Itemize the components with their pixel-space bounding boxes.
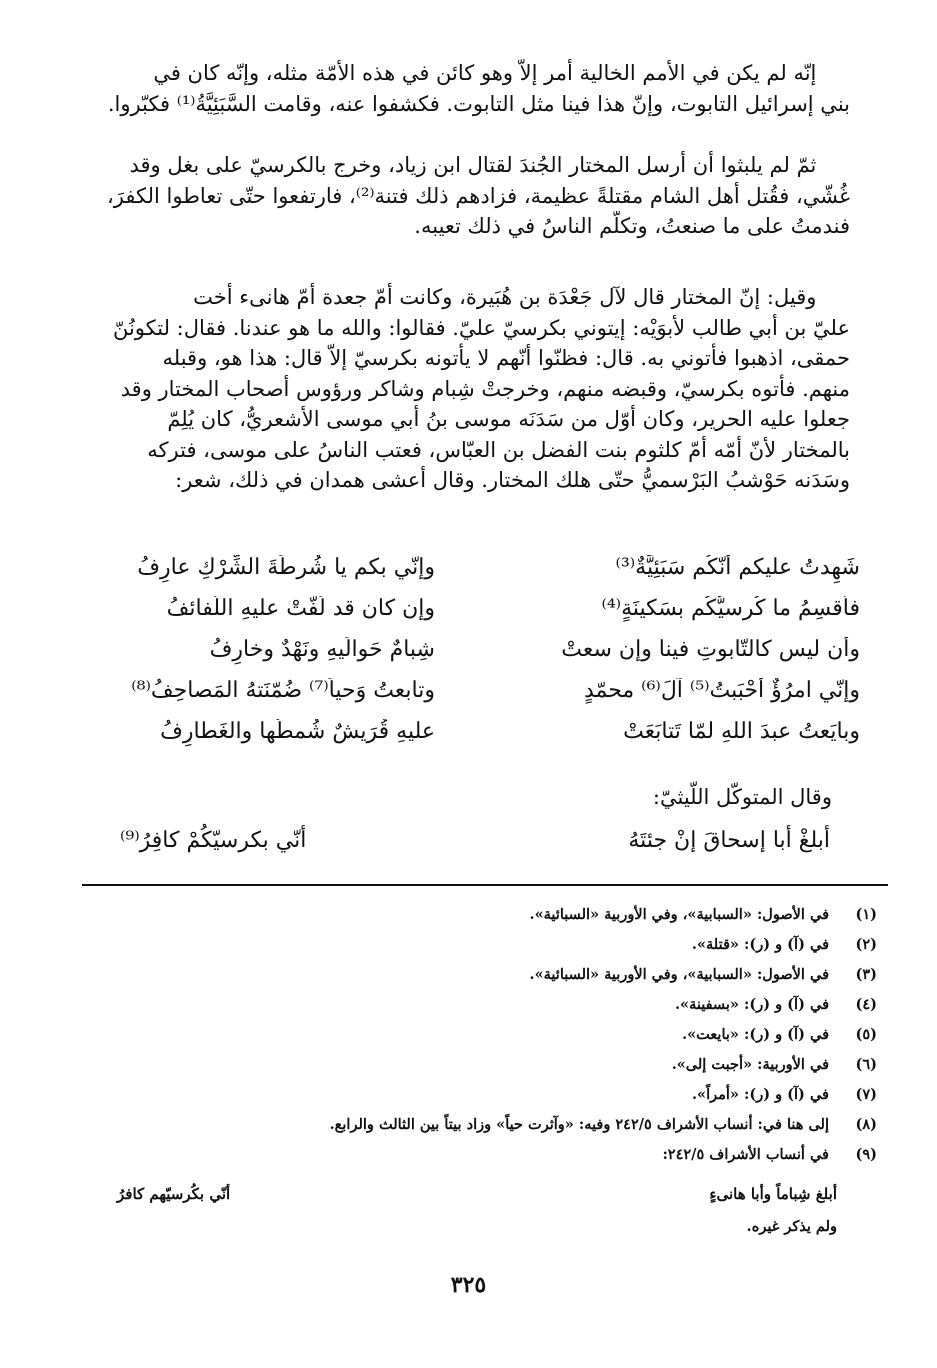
- line: عليّ بن أبي طالب لأبوَيْه: إيتوني بكرسيّ عليّ. فقالوا: والله ما هو عندنا. فقال: لتكونُنّ: [112, 315, 850, 340]
- footnote-text: في الأوربية: «أجبت إلى».: [671, 1056, 829, 1073]
- line: جعلوا عليه الحرير، وكان أوّل من سَدَنَه موسى بنُ أبي موسى الأشعريُّ، كان يُلِمّ: [167, 407, 850, 431]
- second-hemistich: وإن كان قد لُفّتْ عليهِ اللّفائفُ: [166, 596, 435, 621]
- first-hemistich: وأن ليس كالتّابوتِ فينا وإن سعتْ: [561, 637, 860, 662]
- footnote-number: (٣): [855, 966, 877, 983]
- footnote-tail: ولم يذكر غيره.: [746, 1218, 837, 1235]
- footnote-number: (١): [855, 906, 877, 923]
- second-hemistich: وتابعتُ وَحياً⁽⁷⁾ ضُمّنَتهُ المَصاحِفُ⁽⁸⁾: [131, 678, 435, 703]
- second-hemistich: أنّي بكُرسيّهم كافرُ: [117, 1185, 231, 1203]
- footnote: [87, 990, 877, 1020]
- footnote: [87, 930, 877, 960]
- footnote: [87, 1050, 877, 1080]
- footnote-text: في أنساب الأشراف ٢٤٢/٥:: [662, 1146, 829, 1163]
- line: بني إسرائيل التابوت، وإنّ هذا فينا مثل التابوت. فكشفوا عنه، وقامت السَّبَئِيَّةُ⁽¹⁾ فكبّروا.: [107, 91, 850, 116]
- first-hemistich: وبايَعتُ عبدَ اللهِ لمّا تَتابَعَتْ: [623, 719, 860, 744]
- paragraph-1: [82, 58, 850, 119]
- paragraph-3: [82, 282, 850, 496]
- footnote-number: (٨): [855, 1116, 877, 1133]
- first-hemistich: وإنّي امرُؤٌ أحْبَبتُ⁽⁵⁾ آلَ⁽⁶⁾ محمّدٍ: [583, 678, 860, 703]
- footnote-number: (٩): [855, 1146, 877, 1163]
- line: ثمّ لم يلبثوا أن أرسل المختار الجُندَ لقتال ابن زياد، وخرج بالكرسيّ على بغل وقد: [129, 153, 817, 177]
- line: وسَدَنه حَوْشبُ البَرْسميُّ حتّى هلك المختار. وقال أعشى همدان في ذلك، شعر:: [175, 468, 850, 492]
- poem-verse: [80, 719, 860, 760]
- footnote: [87, 1140, 877, 1170]
- footnote-verse: [117, 1185, 837, 1203]
- footnote-text: في (آ) و (ر): «قتلة».: [691, 936, 829, 953]
- footnote-number: (٧): [855, 1086, 877, 1103]
- second-hemistich: أنّي بكرسيّكُمْ كافِرُ⁽⁹⁾: [120, 828, 307, 853]
- footnote: [87, 1080, 877, 1110]
- footnote-number: (٤): [855, 996, 877, 1013]
- second-hemistich: شِبامٌ حَوالَيهِ ونَهْدٌ وخارِفُ: [209, 637, 435, 662]
- poem: [80, 555, 860, 760]
- first-hemistich: شَهِدتُ عليكم أنّكُم سَبَئِيَّةٌ⁽³⁾: [615, 555, 860, 580]
- page-number: ٣٢٥: [450, 1272, 487, 1298]
- footnote-text: في (آ) و (ر): «أمراً».: [691, 1086, 829, 1103]
- footnote: [87, 960, 877, 990]
- poem-verse: [80, 596, 860, 637]
- poem-verse: [80, 637, 860, 678]
- footnote-text: إلى هنا في: أنساب الأشراف ٢٤٢/٥ وفيه: «وآثرت حياً» وزاد بيتاً بين الثالث والرابع.: [329, 1116, 829, 1133]
- line: وقيل: إنّ المختار قال لآل جَعْدَة بن هُبَيرة، وكانت أمّ جعدة أمّ هانىء أخت: [193, 285, 817, 309]
- line: إنّه لم يكن في الأمم الخالية أمر إلاّ وهو كائن في هذه الأمّة مثله، وإنّه كان في: [153, 61, 817, 85]
- second-hemistich: وإنّي بكم يا شُرطَةَ الشِّرْكِ عارِفُ: [137, 555, 435, 580]
- footnote-text: في (آ) و (ر): «بايعت».: [682, 1026, 829, 1043]
- footnotes: [87, 900, 877, 1170]
- first-hemistich: فأُقسِمُ ما كُرسيُّكُم بسَكينَةٍ⁽⁴⁾: [601, 596, 860, 621]
- first-hemistich: أبلغ شِباماً وأبا هانىءٍ: [709, 1185, 837, 1203]
- footnote-number: (٢): [855, 936, 877, 953]
- line: فندمتُ على ما صنعتُ، وتكلّم الناسُ في ذلك تعيبه.: [414, 214, 850, 238]
- footnote-divider: [82, 884, 888, 886]
- line: حمقى، اذهبوا فأتوني به. قال: فظنّوا أنّهم لا يأتونه بكرسيّ إلاّ قال: هذا هو، وقبله: [162, 346, 850, 370]
- line: بالمختار لأنّ أمّه أمّ كلثوم بنت الفضل بن العبّاس، فعتب الناسُ على موسى، فتركه: [147, 437, 850, 462]
- footnote-text: في الأصول: «السبابية»، وفي الأوربية «السبائية».: [529, 966, 829, 983]
- footnote: [87, 1020, 877, 1050]
- first-hemistich: أبلغْ أبا إسحاقَ إنْ جئتَهُ: [628, 828, 830, 853]
- line: غُشّي، فقُتل أهل الشام مقتلةً عظيمة، فزادهم ذلك فتنة⁽²⁾، فارتفعوا حتّى تعاطوا الكفرَ،: [107, 183, 850, 208]
- footnote-text: في (آ) و (ر): «بسفينة».: [674, 996, 829, 1013]
- second-hemistich: عليهِ قُرَيشٌ شُمطُها والغَطارِفُ: [160, 719, 435, 744]
- footnote: [87, 1110, 877, 1140]
- footnote-text: في الأصول: «السبابية»، وفي الأوربية «السبائية».: [529, 906, 829, 923]
- single-verse: [120, 828, 830, 853]
- line: منهم. فأتوه بكرسيّ، وقبضه منهم، وخرجتْ شِبام وشاكر ورؤوس أصحاب المختار وقد: [120, 376, 850, 401]
- footnote: [87, 900, 877, 930]
- poem-intro: وقال المتوكّل اللّيثيّ:: [652, 785, 832, 809]
- poem-verse: [80, 678, 860, 719]
- paragraph-2: [82, 150, 850, 242]
- poem-verse: [80, 555, 860, 596]
- footnote-number: (٥): [855, 1026, 877, 1043]
- footnote-number: (٦): [855, 1056, 877, 1073]
